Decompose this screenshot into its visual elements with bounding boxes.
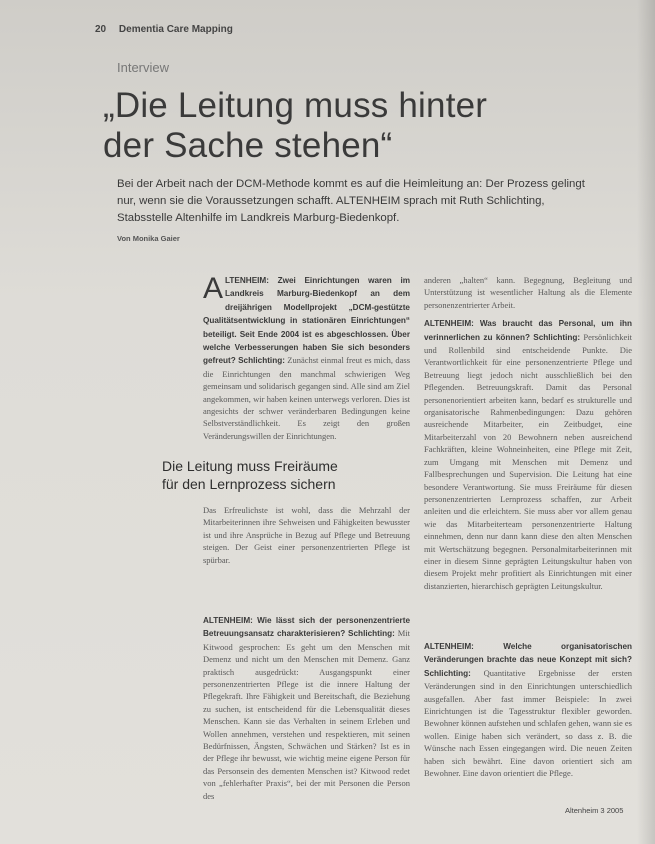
subheading-line-2: für den Lernprozess sichern [162,476,336,492]
subheading [162,457,412,493]
answer-label-2: Schlichting: [348,629,395,639]
column2-bottom [424,640,632,779]
column1-intro [203,274,410,442]
page-number: 20 [95,24,107,35]
title-line-1: „Die Leitung muss hinter [103,86,488,125]
page-edge-shadow [637,0,655,844]
question-4: ALTENHEIM: Welche organisatorischen Veränderungen brachte das neue Konzept mit sich? [424,642,632,665]
answer-4: Quantitative Ergebnisse der ersten Veränderungen sind in den Einrichtungen unterschiedlich ausgefallen. Aber fast immer Beispiele: In zwei Einrichtungen ist die Tagesstruktur flexibler geworden. Bewohner können aufstehen und schlafen gehen, wann sie es wollen. Einige haben sich verändert, so dass z. B. die Wünsche nach Essen eingegangen wird. Die neuen Zeiten haben sich bewährt. Eine davon orientiert sich am Bewohner. Eine davon orientiert die Pflege. [424,667,632,779]
answer-2: Mit Kitwood gesprochen: Es geht um den Menschen mit Demenz und nicht um den Menschen mit Demenz. Ganz praktisch ausgedrückt: Ausgangspunkt einer personenzentrierten Pflege ist die innere Haltung der Pflegekraft. Ihre Fähigkeit und Bereitschaft, die Beziehung zu suchen, ist entscheidend für die Lebensqualität dieses Menschen. Kann sie das Verhalten in seinem Erleben und Wollen annehmen, verstehen und respektieren, mit seinen Bedürfnissen, Ängsten, Schwächen und Stärken? Ist es in der Pflege ihr bewusst, wie wichtig meine eigene Person für das Personsein des dementen Menschen ist? Kitwood redet von „fehlerhafter Praxis“, bei der mit Personen die Person des [203,628,411,801]
answer-3: Persönlichkeit und Rollenbild sind entscheidende Punkte. Die Verantwortlichkeit für eine personenzentrierte Pflege und Betreuung liegt jedoch nicht ausschließlich bei den Pflegenden. Betreuungskraft. Damit das Personal personenorientiert arbeiten kann, bedarf es strukturelle und organisatorische Rahmenbedingungen: Dazu gehören ausreichende Mitarbeiter, ein Zeitbudget, eine Mitarbeiterzahl von 20 Bewohnern neben ausreichend Fachkräften, kleine Wohneinheiten, eine Pflege mit Zeit, zum Umgang mit Menschen mit Demenz und Fallbesprechungen und Supervision. Die Leitung hat eine besondere Verantwortung. Sie muss Freiräume für diesen personenzentrierten Lernprozess schaffen, zur Arbeit anleiten und die erleichtern. Sie muss aber vor allem genau wie das Mitarbeiterteam personenzentrierte Haltung einnehmen, denn nur dann kann diese den alten Menschen mit Wertschätzung begegnen. Personalmitarbeiterinnen mit einer in diesem Sinne geprägten Leitungskultur haben von diesem Projekt mehr profitiert als Einrichtungen mit einer distanzierten, hierarchisch geprägten Leitungskultur. [424,331,633,591]
page-footer: Altenheim 3 2005 [565,806,624,815]
title-line-2: der Sache stehen“ [103,126,393,165]
column2-top [424,274,632,592]
column2-intro: anderen „halten“ kann. Begegnung, Begleitung und Unterstützung ist wesentlicher Haltung als die Elemente personenzentrierter Arbeit. [424,275,632,310]
column1-qa [203,614,410,802]
answer-1: Zunächst einmal freut es mich, dass die Einrichtungen den manchmal schwierigen Weg gemeinsam und solidarisch gegangen sind. Alle sind am Ziel angekommen, wir haben keinen unterwegs verloren. Dies ist angesichts der schwer veränderbaren Bedingungen keine Selbstverständlichkeit. Es zeigt den großen Veränderungswillen der Einrichtungen. [203,355,410,441]
answer-label-4: Schlichting: [424,668,471,678]
paragraph-text: Das Erfreulichste ist wohl, dass die Mehrzahl der Mitarbeiterinnen ihre Sehweisen und Fähigkeiten bewusster ist und ihre Ansprüche in Bezug auf Pflege und Betreuung steigen. Der Geist einer personenzentrierten Pflege ist spürbar. [203,505,410,565]
column1-paragraph [203,504,410,566]
byline: Von Monika Gaier [117,234,180,243]
answer-label-1: Schlichting: [238,356,285,366]
article-title [103,86,603,166]
question-1: LTENHEIM: Zwei Einrichtungen waren im Landkreis Marburg-Biedenkopf an dem dreijährigen Modellprojekt „DCM-gestützte Qualitätsentwicklung in stationären Einrichtungen“ beteiligt. Seit Ende 2004 ist es abgeschlossen. Über welche Verbesserungen haben Sie sich besonders gefreut? [203,276,410,366]
question-2: ALTENHEIM: Wie lässt sich der personenzentrierte Betreuungsansatz charakterisieren? [203,616,410,639]
subheading-line-1: Die Leitung muss Freiräume [162,458,338,474]
drop-cap: A [203,272,224,305]
answer-label-3: Schlichting: [533,332,581,342]
section-title: Dementia Care Mapping [118,24,233,35]
running-header [95,24,233,35]
question-3: ALTENHEIM: Was braucht das Personal, um ihn verinnerlichen zu können? [424,319,632,342]
kicker: Interview [117,60,170,75]
lead-paragraph: Bei der Arbeit nach der DCM-Methode kommt es auf die Heimleitung an: Der Prozess gelingt nur, wenn sie die Voraussetzungen schafft. ALTENHEIM sprach mit Ruth Schlichting, Stabsstelle Altenhilfe im Landkreis Marburg-Biedenkopf. [117,178,585,224]
